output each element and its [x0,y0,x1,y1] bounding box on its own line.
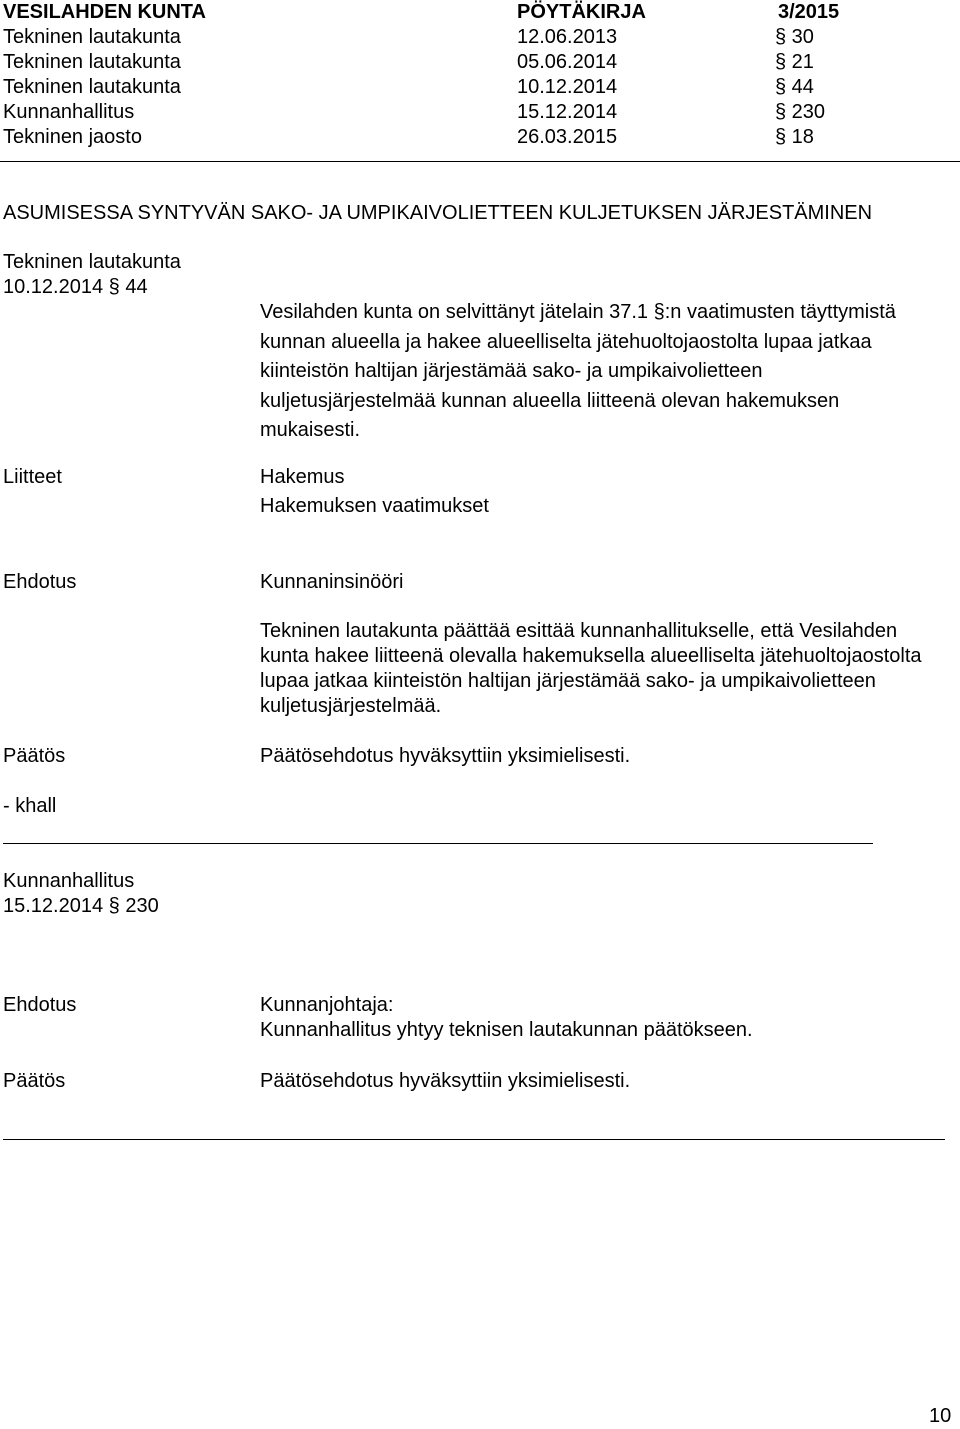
proposal-label: Ehdotus [3,571,77,593]
proposal-text: Tekninen lautakunta päättää esittää kunnanhallitukselle, että Vesilahden kunta hakee liitteenä olevalla hakemuksella alueelliselta jätehuoltojaostolta lupaa jatkaa kiinteistön haltijan järjestämää sako- ja umpikaivolietteen kuljetusjärjestelmää. [260,620,922,717]
intro-paragraph: Vesilahden kunta on selvittänyt jätelain 37.1 §:n vaatimusten täyttymistä kunnan alueella ja hakee alueelliselta jätehuoltojaostolta lupaa jatkaa kiinteistön haltijan järjestämää sako- ja umpikaivolietteen kuljetusjärjestelmää kunnan alueella liitteenä olevan hakemuksen mukaisesti. [260,301,896,441]
decision-text: Päätösehdotus hyväksyttiin yksimielisesti. [260,1070,631,1092]
proposal-text: Kunnanhallitus yhtyy teknisen lautakunnan päätökseen. [260,1019,753,1041]
document-type: PÖYTÄKIRJA [517,1,646,23]
proposer: Kunnanjohtaja: [260,994,394,1016]
section-date-number: 10.12.2014 § 44 [3,276,148,298]
decision-text: Päätösehdotus hyväksyttiin yksimielisesti. [260,745,631,767]
page-number: 10 [929,1405,952,1427]
header-row-date: 10.12.2014 [517,76,618,98]
decision-label: Päätös [3,1070,66,1092]
attachment-item: Hakemus [260,466,345,488]
header-row-section: § 21 [775,51,814,73]
header-row-section: § 44 [775,76,814,98]
header-row-section: § 30 [775,26,814,48]
municipality-name: VESILAHDEN KUNTA [3,1,206,23]
header-row-date: 05.06.2014 [517,51,618,73]
header-row-body: Tekninen lautakunta [3,76,181,98]
section-date-number: 15.12.2014 § 230 [3,895,159,917]
header-row-body: Kunnanhallitus [3,101,135,123]
section-divider [3,1139,945,1140]
section-divider [3,843,873,844]
header-row-body: Tekninen jaosto [3,126,142,148]
header-row-section: § 18 [775,126,814,148]
header-row-date: 12.06.2013 [517,26,618,48]
header-row-date: 26.03.2015 [517,126,618,148]
attachment-item: Hakemuksen vaatimukset [260,495,489,517]
attachments-label: Liitteet [3,466,62,488]
document-title: ASUMISESSA SYNTYVÄN SAKO- JA UMPIKAIVOLIETTEEN KULJETUKSEN JÄRJESTÄMINEN [3,202,873,224]
forward-note: - khall [3,795,57,817]
proposal-label: Ehdotus [3,994,77,1016]
header-row-body: Tekninen lautakunta [3,26,181,48]
decision-label: Päätös [3,745,66,767]
document-number: 3/2015 [778,1,840,23]
section-body-name: Tekninen lautakunta [3,251,181,273]
header-row-date: 15.12.2014 [517,101,618,123]
header-row-section: § 230 [775,101,826,123]
section-body-name: Kunnanhallitus [3,870,135,892]
proposer: Kunnaninsinööri [260,571,404,593]
header-row-body: Tekninen lautakunta [3,51,181,73]
header-divider [0,161,960,162]
